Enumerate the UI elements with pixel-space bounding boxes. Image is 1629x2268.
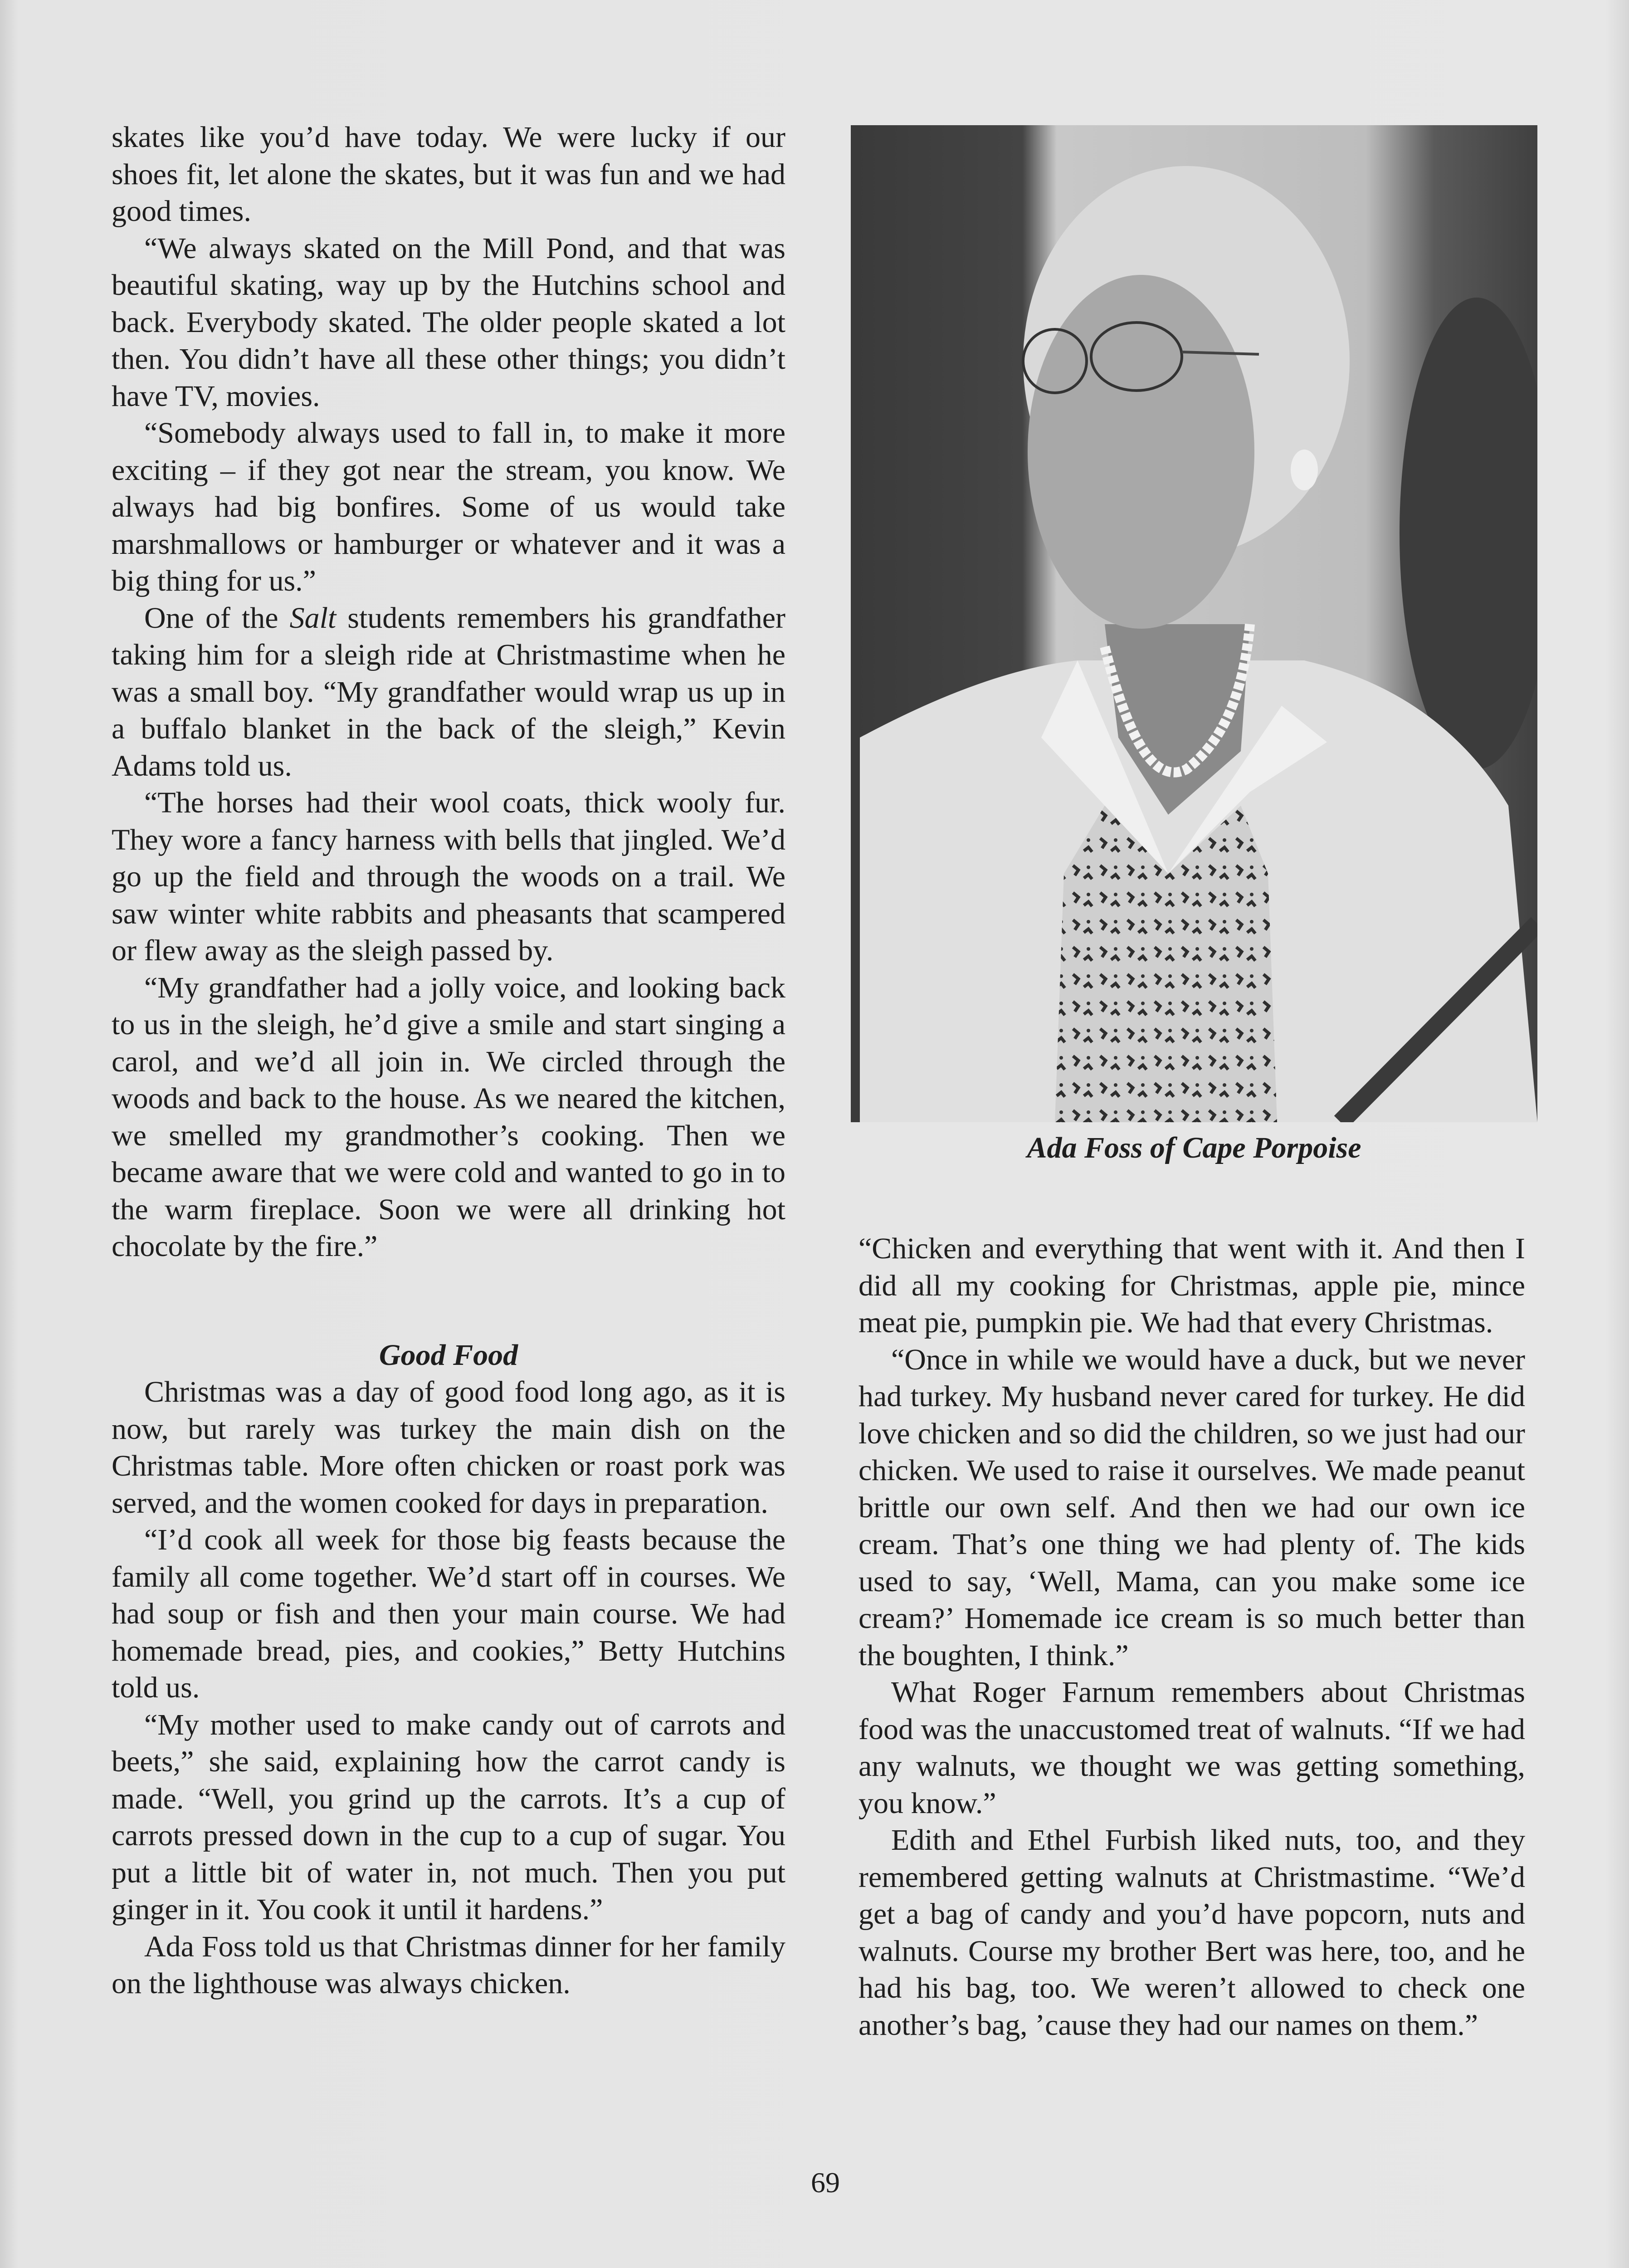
paragraph: “Chicken and everything that went with it. And then I did all my cooking for Christmas, apple pie, mince meat pie, pumpkin pie. We had that every Christmas. bbox=[858, 1232, 1525, 1339]
paragraph: “The horses had their wool coats, thick wooly fur. They wore a fancy harness with bells that jingled. We’d go up the field and through the woods on a trail. We saw winter white rabbits and pheasants that scampered or flew away as the sleigh passed by. bbox=[112, 786, 785, 967]
paragraph: “I’d cook all week for those big feasts because the family all come together. We’d start off in courses. We had soup or fish and then your main course. We had homemade bread, pies, and cookies,” Betty Hutchins told us. bbox=[112, 1523, 785, 1704]
left-column bbox=[112, 119, 785, 2002]
text: students remembers his grandfather taking him for a sleigh ride at Christmastime when he was a small boy. “My grandfather would wrap us up in a buffalo blanket in the back of the sleigh,” Kevin Adams told us. bbox=[112, 601, 785, 782]
paragraph: “My mother used to make candy out of carrots and beets,” she said, explaining how the carrot candy is made. “Well, you grind up the carrots. It’s a cup of carrots pressed down in the cup to a cup of sugar. You put a little bit of water in, not much. Then you put ginger in it. You cook it until it hardens.” bbox=[112, 1708, 785, 1926]
text: One of the bbox=[144, 601, 290, 635]
right-column bbox=[858, 1230, 1525, 2043]
paragraph: Ada Foss told us that Christmas dinner for her family on the lighthouse was always chicken. bbox=[112, 1930, 785, 2000]
portrait-photo bbox=[851, 125, 1537, 1122]
paragraph: “My grandfather had a jolly voice, and looking back to us in the sleigh, he’d give a smile and start singing a carol, and we’d all join in. We circled through the woods and back to the house. As we neared the kitchen, we smelled my grandmother’s cooking. Then we became aware that we were cold and wanted to go in to the warm fireplace. Soon we were all drinking hot chocolate by the fire.” bbox=[112, 971, 785, 1263]
paragraph: “Once in while we would have a duck, but we never had turkey. My husband never cared for turkey. He did love chicken and so did the children, so we just had our chicken. We used to raise it ourselves. We made peanut brittle our own self. And then we had our own ice cream. That’s one thing we had plenty of. The kids used to say, ‘Well, Mama, can you make some ice cream?’ Homemade ice cream is so much better than the boughten, I think.” bbox=[858, 1343, 1525, 1672]
paragraph: What Roger Farnum remembers about Christmas food was the unaccustomed treat of walnuts. “If we had any walnuts, we thought we was getting something, you know.” bbox=[858, 1676, 1525, 1820]
portrait-photo-image bbox=[851, 125, 1537, 1122]
paragraph: Christmas was a day of good food long ago, as it is now, but rarely was turkey the main dish on the Christmas table. More often chicken or roast pork was served, and the women cooked for days in preparation. bbox=[112, 1375, 785, 1520]
page-number: 69 bbox=[811, 2166, 840, 2199]
photo-caption: Ada Foss of Cape Porpoise bbox=[1027, 1131, 1361, 1164]
section-heading: Good Food bbox=[379, 1338, 518, 1372]
paragraph: “We always skated on the Mill Pond, and that was beautiful skating, way up by the Hutchins school and back. Everybody skated. The older people skated a lot then. You didn’t have all these other things; you didn’t have TV, movies. bbox=[112, 231, 785, 413]
paragraph: Edith and Ethel Furbish liked nuts, too, and they remembered getting walnuts at Christmastime. “We’d get a bag of candy and you’d have popcorn, nuts and walnuts. Course my brother Bert was here, too, and he had his bag, too. We weren’t allowed to check one another’s bag, ’cause they had our names on them.” bbox=[858, 1823, 1525, 2042]
paragraph bbox=[112, 600, 785, 785]
publication-name: Salt bbox=[289, 601, 337, 635]
paragraph: “Somebody always used to fall in, to make it more exciting – if they got near the stream, you know. We always had big bonfires. Some of us would take marshmallows or hamburger or whatever and it was a big thing for us.” bbox=[112, 416, 785, 597]
paragraph: skates like you’d have today. We were lucky if our shoes fit, let alone the skates, but it was fun and we had good times. bbox=[112, 121, 785, 228]
